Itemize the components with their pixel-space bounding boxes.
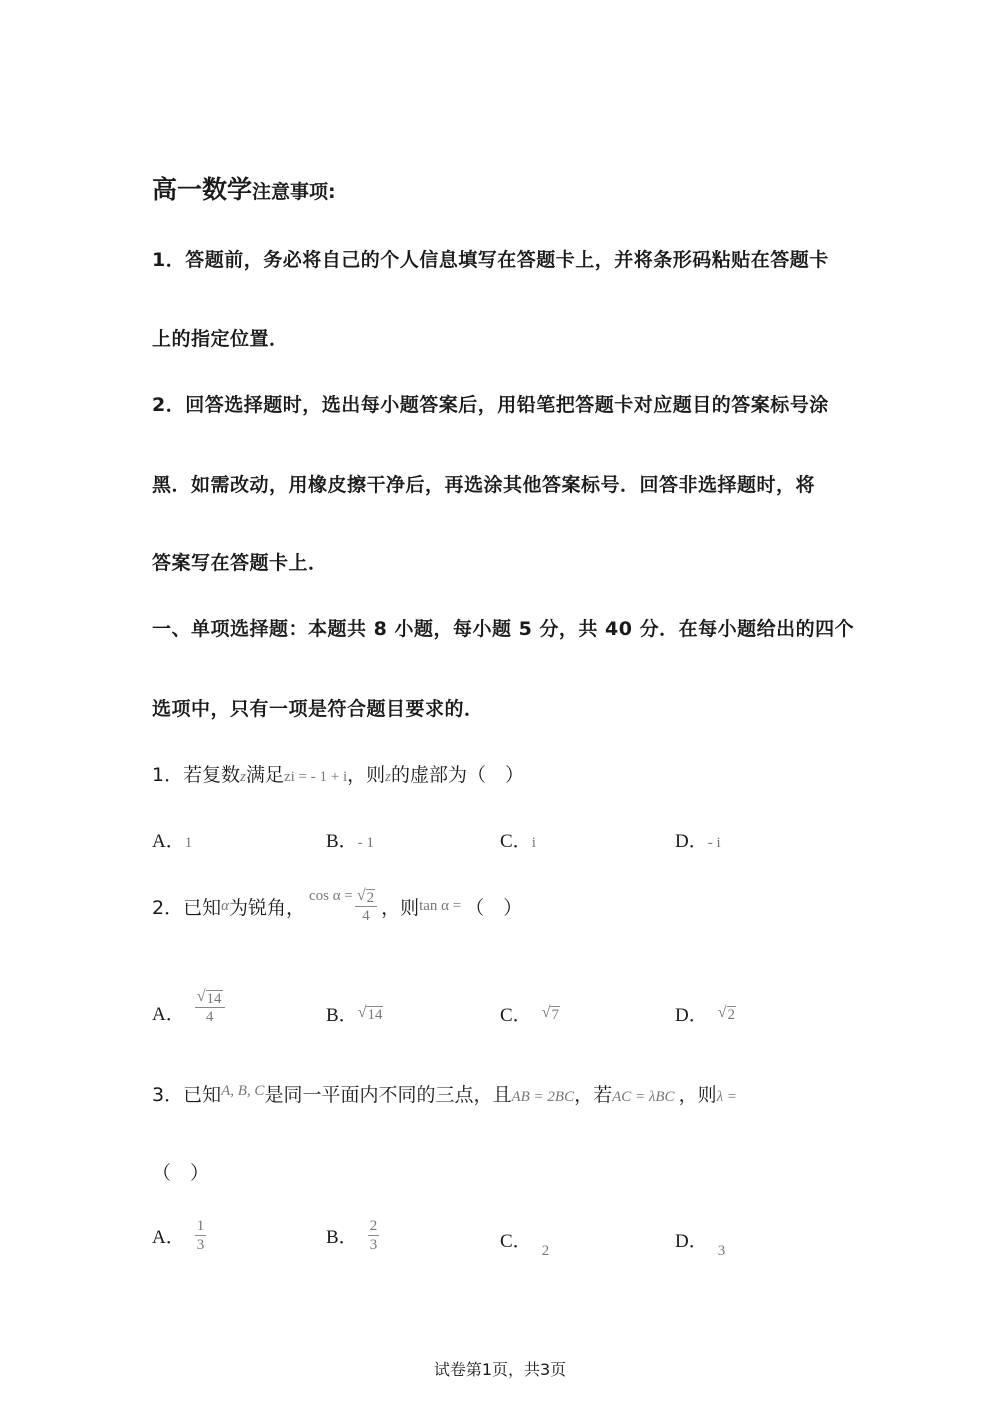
q2-alpha: α xyxy=(221,897,229,914)
q3-lambda: λ = xyxy=(716,1089,737,1105)
question-2: 2．已知 α 为锐角， cos α = √ 2 4 ，则 tan α = （ ） xyxy=(152,887,523,924)
q2-tan: tan α = xyxy=(419,897,462,914)
section-1-line-2: 选项中，只有一项是符合题目要求的． xyxy=(152,698,484,720)
q2-option-b[interactable]: B． √ 14 xyxy=(326,1004,383,1026)
q1-equation: zi = - 1 + i xyxy=(283,769,348,785)
q3-option-b[interactable]: B． $\frac{2}{3}$ xyxy=(326,1217,378,1253)
q3-paren: （ ） xyxy=(152,1162,210,1184)
notice-label: 注意事项: xyxy=(252,181,336,203)
note-1-line-2: 上的指定位置． xyxy=(152,328,289,350)
note-1-line-1: 1．答题前，务必将自己的个人信息填写在答题卡上，并将条形码粘贴在答题卡 xyxy=(152,249,829,271)
section-1-line-1: 一、单项选择题：本题共 8 小题，每小题 5 分，共 40 分．在每小题给出的四个 xyxy=(152,618,855,640)
q1-option-d[interactable]: D．- i xyxy=(675,831,721,852)
note-2-line-1: 2．回答选择题时，选出每小题答案后，用铅笔把答题卡对应题目的答案标号涂 xyxy=(152,394,829,416)
q2-option-c[interactable]: C． √ 7 xyxy=(500,1004,559,1026)
q3-option-a[interactable]: A． $\frac{1}{3}$ xyxy=(152,1217,205,1253)
q3-eq2: AC = λBC xyxy=(612,1089,675,1105)
question-3: 3．已知$^{A, B, C}$是同一平面内不同的三点，且AB = 2BC，若AC = λBC ，则λ = xyxy=(152,1083,737,1106)
q1-option-b[interactable]: B．- 1 xyxy=(326,831,374,852)
q2-cos-fraction: √ 2 4 xyxy=(355,887,377,925)
q1-var-z-2: z xyxy=(385,769,391,785)
page-footer: 试卷第1页，共3页 xyxy=(433,1360,567,1379)
q2-option-d[interactable]: D． √ 2 xyxy=(675,1004,736,1026)
q2-cos-lhs: cos α = xyxy=(308,887,353,904)
q1-option-c[interactable]: C．i xyxy=(500,831,536,852)
q3-option-c[interactable]: C． 2 xyxy=(500,1231,550,1259)
note-2-line-3: 答案写在答题卡上． xyxy=(152,552,328,574)
q1-var-z: z xyxy=(240,769,246,785)
page-header xyxy=(152,170,336,206)
q3-option-d[interactable]: D． 3 xyxy=(675,1231,726,1259)
question-1: 1．若复数z满足zi = - 1 + i，则z的虚部为（ ） xyxy=(152,764,524,786)
q3-eq1: AB = 2BC xyxy=(511,1089,575,1105)
q2-option-a[interactable]: A． √ 14 4 xyxy=(152,976,225,1026)
q3-points: A, B, C xyxy=(221,1083,265,1099)
note-2-line-2: 黑．如需改动，用橡皮擦干净后，再选涂其他答案标号．回答非选择题时，将 xyxy=(152,474,816,496)
exam-title: 高一数学 xyxy=(152,175,253,204)
q1-option-a[interactable]: A．1 xyxy=(152,831,193,852)
